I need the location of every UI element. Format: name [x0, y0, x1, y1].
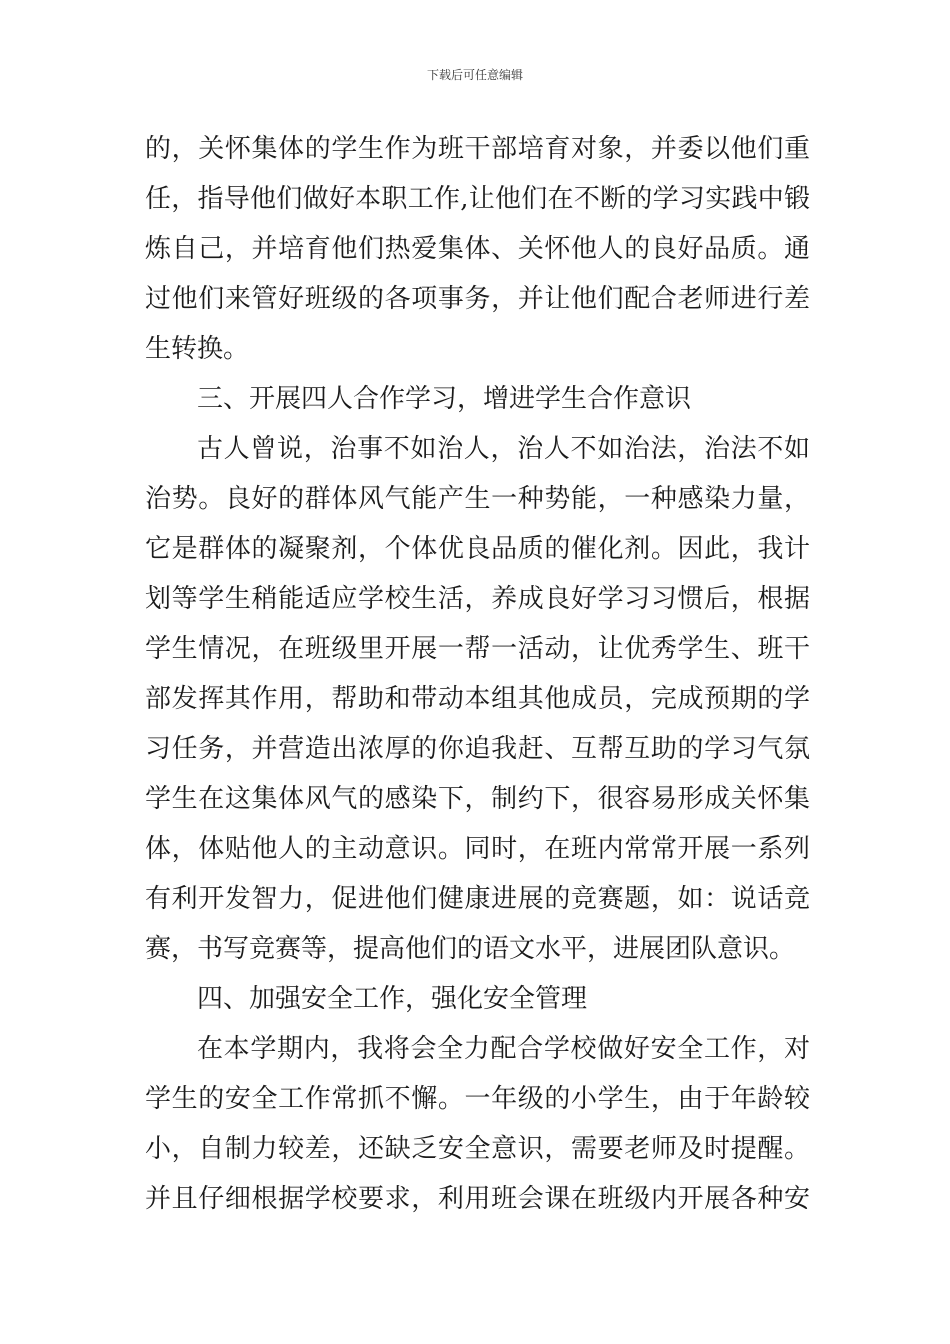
- text-line: 它是群体的凝聚剂，个体优良品质的催化剂。因此，我计: [145, 534, 810, 564]
- text-line: 任，指导他们做好本职工作,让他们在不断的学习实践中锻: [145, 184, 810, 214]
- page-header: 下载后可任意编辑: [426, 68, 523, 82]
- text-line: 体，体贴他人的主动意识。同时，在班内常常开展一系列: [145, 834, 810, 864]
- text-line: 小，自制力较差，还缺乏安全意识，需要老师及时提醒。: [145, 1134, 810, 1164]
- document-body: [145, 124, 810, 1224]
- text-line: 划等学生稍能适应学校生活，养成良好学习习惯后，根据: [145, 584, 810, 614]
- text-line: 生转换。: [145, 334, 250, 364]
- text-line: 并且仔细根据学校要求，利用班会课在班级内开展各种安: [145, 1184, 810, 1214]
- text-line: 部发挥其作用，帮助和带动本组其他成员，完成预期的学: [145, 684, 810, 714]
- text-line: 的，关怀集体的学生作为班干部培育对象，并委以他们重: [145, 134, 810, 164]
- text-line: 有利开发智力，促进他们健康进展的竞赛题，如：说话竞: [145, 884, 810, 914]
- section-heading: 四、加强安全工作，强化安全管理: [197, 984, 588, 1014]
- text-line: 赛，书写竞赛等，提高他们的语文水平，进展团队意识。: [145, 934, 796, 964]
- text-line: 过他们来管好班级的各项事务，并让他们配合老师进行差: [145, 284, 810, 314]
- text-line: 炼自己，并培育他们热爱集体、关怀他人的良好品质。通: [145, 234, 810, 264]
- text-line: 习任务，并营造出浓厚的你追我赶、互帮互助的学习气氛: [145, 734, 810, 764]
- text-line: 学生的安全工作常抓不懈。一年级的小学生，由于年龄较: [145, 1084, 810, 1114]
- text-line: 在本学期内，我将会全力配合学校做好安全工作，对: [197, 1034, 810, 1064]
- section-heading: 三、开展四人合作学习，增进学生合作意识: [197, 384, 692, 414]
- text-line: 古人曾说，治事不如治人，治人不如治法，治法不如: [197, 434, 810, 464]
- text-line: 学生情况，在班级里开展一帮一活动，让优秀学生、班干: [145, 634, 810, 664]
- text-line: 学生在这集体风气的感染下，制约下，很容易形成关怀集: [145, 784, 810, 814]
- text-line: 治势。良好的群体风气能产生一种势能，一种感染力量，: [145, 484, 810, 514]
